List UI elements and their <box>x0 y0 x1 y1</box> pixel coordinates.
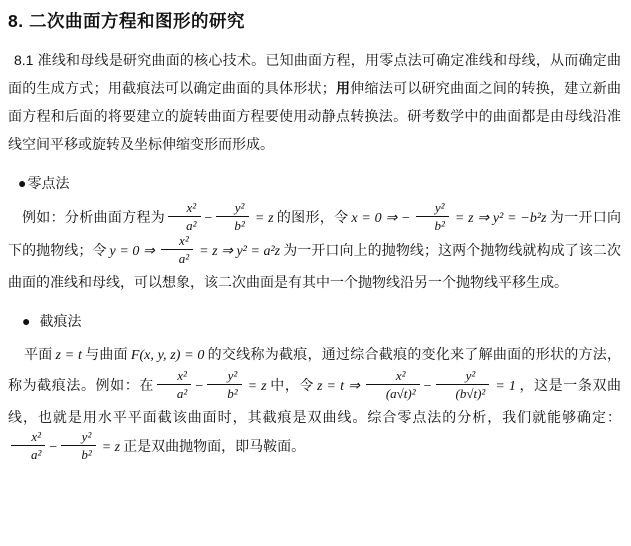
math-run: z = t <box>55 348 82 363</box>
paragraph-8-1-lead: 8.1 准线和母线是研究曲面的核心技术。已知曲面方程，用零点法可确定准线和母线，从而确定曲面的生成方式；用截痕法可以确定曲面的具体形状； <box>8 52 621 96</box>
fraction-y2-b2: $\frac{\text{y²}}{\text{b²}}$ <box>61 429 95 462</box>
math-run: y = 0 ⇒ <box>109 244 155 260</box>
minus-operator: − <box>204 211 213 227</box>
bullet-icon: ● <box>18 175 27 191</box>
math-run: x = 0 ⇒ − <box>351 211 411 227</box>
minus-operator: − <box>195 379 204 395</box>
minus-operator: − <box>49 440 58 456</box>
fraction-y2-b2: $\frac{\text{y²}}{\text{b²}}$ <box>207 368 241 401</box>
fraction-x2-sqrt-t: $\frac{\text{x²}}{\text{(a√t)²}}$ <box>366 368 420 401</box>
math-run: = z <box>101 440 121 456</box>
text-run: 中，令 <box>269 377 315 394</box>
paragraph-8-1 <box>8 46 621 158</box>
paragraph-trace-method <box>8 340 621 464</box>
paragraph-zero-point-example <box>8 202 621 296</box>
fraction-x2-a2: $\frac{\text{x²}}{\text{a²}}$ <box>161 233 193 266</box>
math-run: = z ⇒ y² = −b²z <box>454 211 547 227</box>
math-run: = z <box>254 211 274 227</box>
text-run: 的图形，令 <box>276 209 349 226</box>
math-run: = 1 <box>495 379 516 395</box>
heading-zero-point-method-label: 零点法 <box>27 175 70 191</box>
minus-operator: − <box>423 379 432 395</box>
text-run: 为一开口向上的抛物线；这两个抛物线就构成了该二次曲面的准线和母线，可以想象，该二次曲面是有其中一个抛物线沿另一个抛物线平移生成。 <box>8 242 621 290</box>
paragraph-8-1-rest: 伸缩法可以研究曲面之间的转换，建立新曲面方程和后面的将要建立的旋转曲面方程要使用动静点转换法。研考数学中的曲面都是由母线沿准线空间平移或旋转及坐标伸缩变形而形成。 <box>8 80 622 152</box>
fraction-x2-a2: $\frac{\text{x²}}{\text{a²}}$ <box>11 429 45 462</box>
text-run: 与曲面 <box>84 346 128 362</box>
heading-trace-method <box>22 307 621 335</box>
paragraph-8-1-bold-char: 用 <box>335 80 351 96</box>
page-title: 8. 二次曲面方程和图形的研究 <box>8 11 245 31</box>
fraction-x2-a2: $\frac{\text{x²}}{\text{a²}}$ <box>157 368 191 401</box>
text-run: 例如：分析曲面方程为 <box>22 209 166 226</box>
text-run: 为一开口向下的抛物线；令 <box>8 209 622 259</box>
math-run: z = t ⇒ <box>317 379 360 395</box>
fraction-x2-a2: $\frac{\text{x²}}{\text{a²}}$ <box>168 200 200 233</box>
fraction-y2-sqrt-t: $\frac{\text{y²}}{\text{(b√t)²}}$ <box>436 368 490 401</box>
text-run: ，这是一条双曲线，也就是用水平平面截该曲面时，其截痕是双曲线。综合零点法的分析，我们就能够确定： <box>8 377 622 425</box>
math-run: F(x, y, z) = 0 <box>130 348 205 363</box>
fraction-y2-b2: $\frac{\text{y²}}{\text{b²}}$ <box>216 200 248 233</box>
bullet-icon: ● <box>22 313 31 329</box>
heading-zero-point-method <box>18 169 621 197</box>
fraction-y2-b2: $\frac{\text{y²}}{\text{b²}}$ <box>416 200 448 233</box>
text-run: 平面 <box>24 346 53 362</box>
text-run: 的交线称为截痕，通过综合截痕的变化来了解曲面的形状的方法，称为截痕法。例如：在 <box>8 346 622 394</box>
text-run: 正是双曲抛物面，即马鞍面。 <box>123 438 306 455</box>
heading-trace-method-label: 截痕法 <box>39 313 82 329</box>
math-run: = z <box>247 379 267 395</box>
math-run: = z ⇒ y² = a²z <box>199 244 281 260</box>
